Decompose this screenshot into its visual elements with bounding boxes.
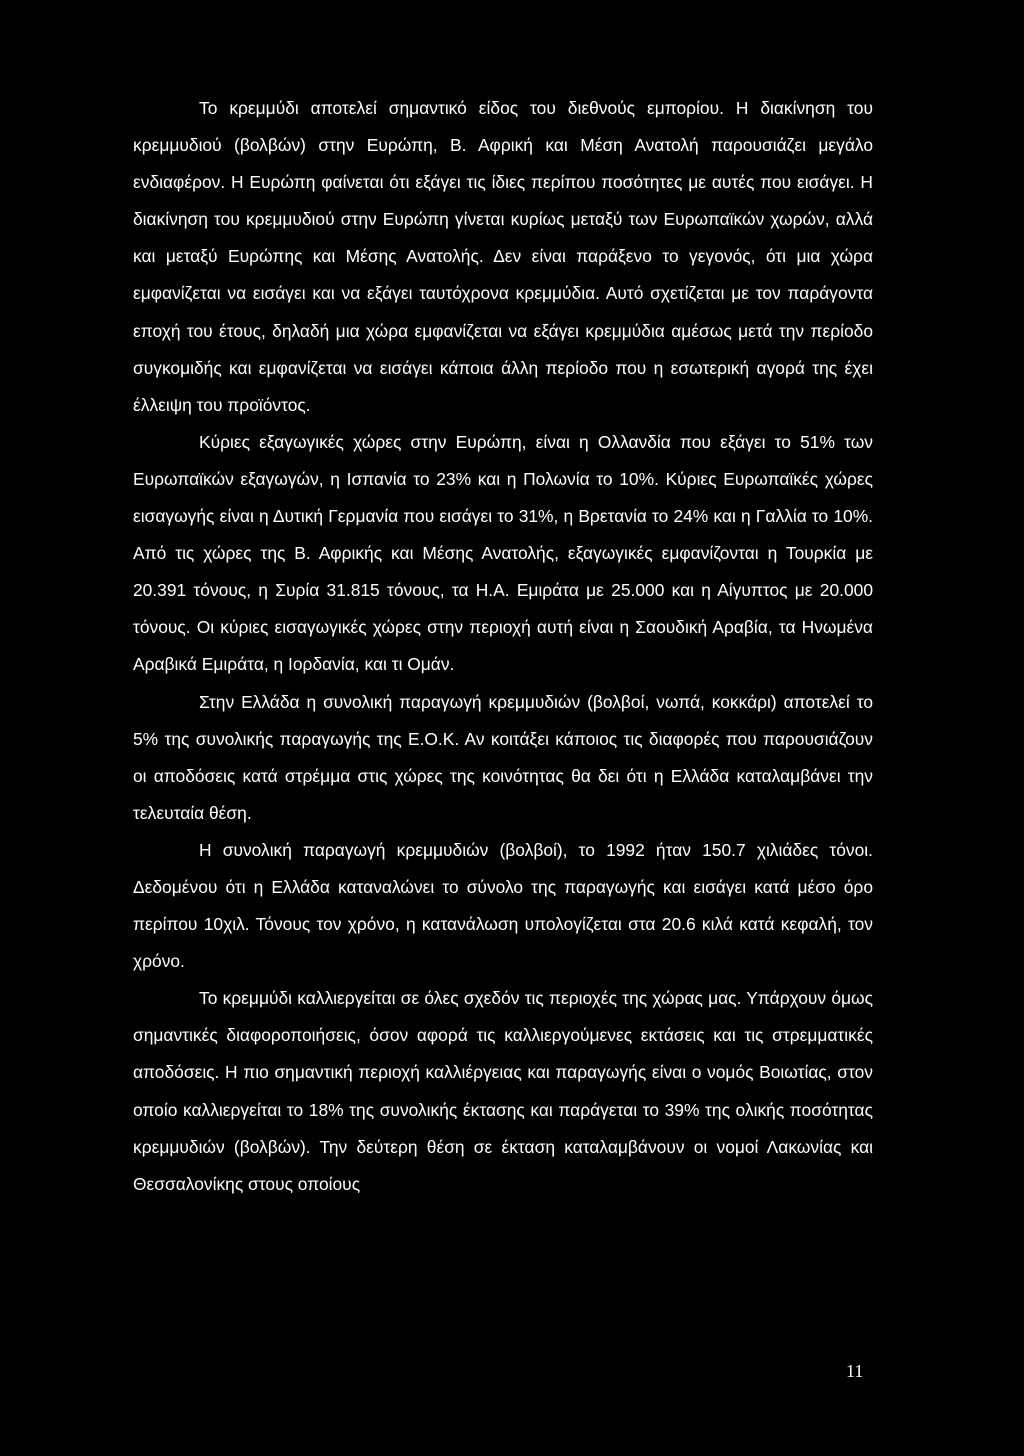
paragraph-4: Η συνολική παραγωγή κρεμμυδιών (βολβοί), το 1992 ήταν 150.7 χιλιάδες τόνοι. Δεδομένου ότι η Ελλάδα καταναλώνει το σύνολο της παραγωγής και εισάγει κατά μέσο όρο περίπου 10χιλ. Τόνους τον χρόνο, η κατανάλωση υπολογίζεται στα 20.6 κιλά κατά κεφαλή, τον χρόνο. bbox=[133, 839, 873, 972]
paragraph-5: Το κρεμμύδι καλλιεργείται σε όλες σχεδόν τις περιοχές της χώρας μας. Υπάρχουν όμως σημαντικές διαφοροποιήσεις, όσον αφορά τις καλλιεργούμενες εκτάσεις και τις στρεμματικές αποδόσεις. Η πιο σημαντική περιοχή καλλιέργειας και παραγωγής είναι ο νομός Βοιωτίας, στον οποίο καλλιεργείται το 18% της συνολικής έκτασης και παράγεται το 39% της ολικής ποσότητας κρεμμυδιών (βολβών). Την δεύτερη θέση σε έκταση καταλαμβάνουν οι νομοί Λακωνίας και Θεσσαλονίκης στους οποίους bbox=[133, 988, 873, 1194]
paragraph-3: Στην Ελλάδα η συνολική παραγωγή κρεμμυδιών (βολβοί, νωπά, κοκκάρι) αποτελεί το 5% της συνολικής παραγωγής της Ε.Ο.Κ. Αν κοιτάξει κάποιος τις διαφορές που παρουσιάζουν οι αποδόσεις κατά στρέμμα στις χώρες της κοινότητας θα δει ότι η Ελλάδα καταλαμβάνει την τελευταία θέση. bbox=[133, 691, 873, 823]
page-number: 11 bbox=[846, 1361, 864, 1381]
paragraph-1: Το κρεμμύδι αποτελεί σημαντικό είδος του διεθνούς εμπορίου. Η διακίνηση του κρεμμυδιού (βολβών) στην Ευρώπη, Β. Αφρική και Μέση Ανατολή παρουσιάζει μεγάλο ενδιαφέρον. Η Ευρώπη φαίνεται ότι εξάγει τις ίδιες περίπου ποσότητες με αυτές που εισάγει. Η διακίνηση του κρεμμυδιού στην Ευρώπη γίνεται κυρίως μεταξύ των Ευρωπαϊκών χωρών, αλλά και μεταξύ Ευρώπης και Μέσης Ανατολής. Δεν είναι παράξενο το γεγονός, ότι μια χώρα εμφανίζεται να εισάγει και να εξάγει ταυτόχρονα κρεμμύδια. Αυτό σχετίζεται με τον παράγοντα εποχή του έτους, δηλαδή μια χώρα εμφανίζεται να εξάγει κρεμμύδια αμέσως μετά την περίοδο συγκομιδής και εμφανίζεται να εισάγει κάποια άλλη περίοδο που η εσωτερική αγορά της έχει έλλειψη του προϊόντος. bbox=[133, 98, 873, 415]
body-text bbox=[133, 90, 873, 1203]
paragraph-2: Κύριες εξαγωγικές χώρες στην Ευρώπη, είναι η Ολλανδία που εξάγει το 51% των Ευρωπαϊκών εξαγωγών, η Ισπανία το 23% και η Πολωνία το 10%. Κύριες Ευρωπαϊκές χώρες εισαγωγής είναι η Δυτική Γερμανία που εισάγει το 31%, η Βρετανία το 24% και η Γαλλία το 10%. Από τις χώρες της Β. Αφρικής και Μέσης Ανατολής, εξαγωγικές εμφανίζονται η Τουρκία με 20.391 τόνους, η Συρία 31.815 τόνους, τα Η.Α. Εμιράτα με 25.000 και η Αίγυπτος με 20.000 τόνους. Οι κύριες εισαγωγικές χώρες στην περιοχή αυτή είναι η Σαουδική Αραβία, τα Ηνωμένα Αραβικά Εμιράτα, η Ιορδανία, και τι Ομάν. bbox=[133, 431, 873, 675]
